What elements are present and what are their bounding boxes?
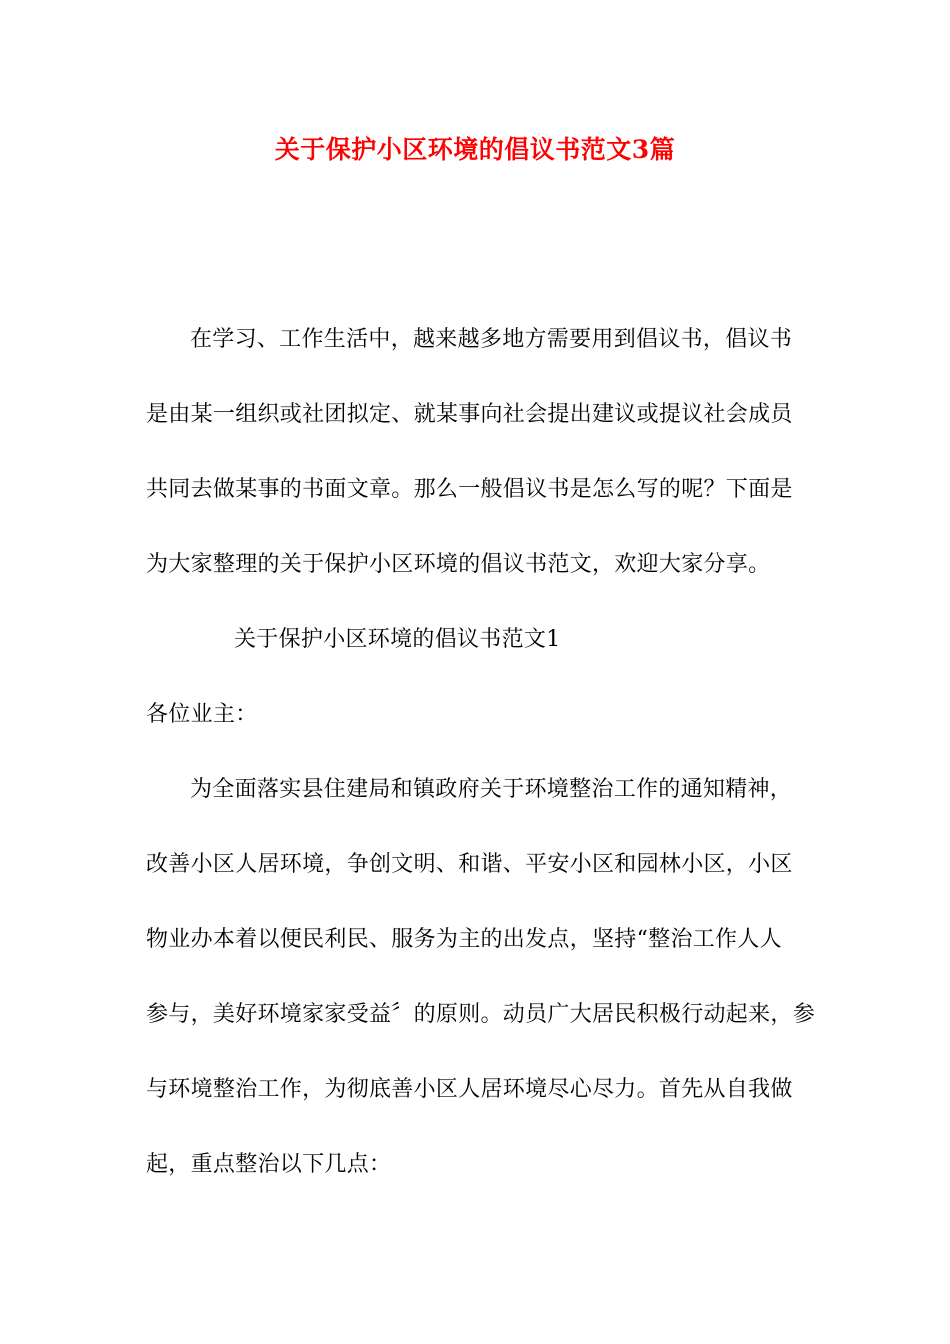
body-paragraph-line: 改善小区人居环境，争创文明、和谐、平安小区和园林小区，小区 [146, 852, 793, 877]
salutation: 各位业主： [146, 702, 258, 727]
intro-paragraph-line: 在学习、工作生活中，越来越多地方需要用到倡议书，倡议书 [190, 327, 793, 352]
body-paragraph-line: 与环境整治工作，为彻底善小区人居环境尽心尽力。首先从自我做 [146, 1077, 793, 1102]
intro-paragraph-line: 是由某一组织或社团拟定、就某事向社会提出建议或提议社会成员 [146, 402, 793, 427]
body-paragraph-line: 参与，美好环境家家受益〞的原则。动员广大居民积极行动起来，参 [146, 1002, 816, 1027]
body-paragraph-line: 物业办本着以便民利民、服务为主的出发点，坚持“整治工作人人 [146, 927, 782, 952]
document-title: 关于保护小区环境的倡议书范文3篇 [274, 135, 676, 164]
intro-paragraph-line: 为大家整理的关于保护小区环境的倡议书范文，欢迎大家分享。 [146, 552, 771, 577]
section-heading: 关于保护小区环境的倡议书范文1 [234, 627, 561, 652]
body-paragraph-line: 为全面落实县住建局和镇政府关于环境整治工作的通知精神， [190, 777, 793, 802]
intro-paragraph-line: 共同去做某事的书面文章。那么一般倡议书是怎么写的呢？下面是 [146, 477, 793, 502]
body-paragraph-line: 起，重点整治以下几点： [146, 1152, 392, 1177]
